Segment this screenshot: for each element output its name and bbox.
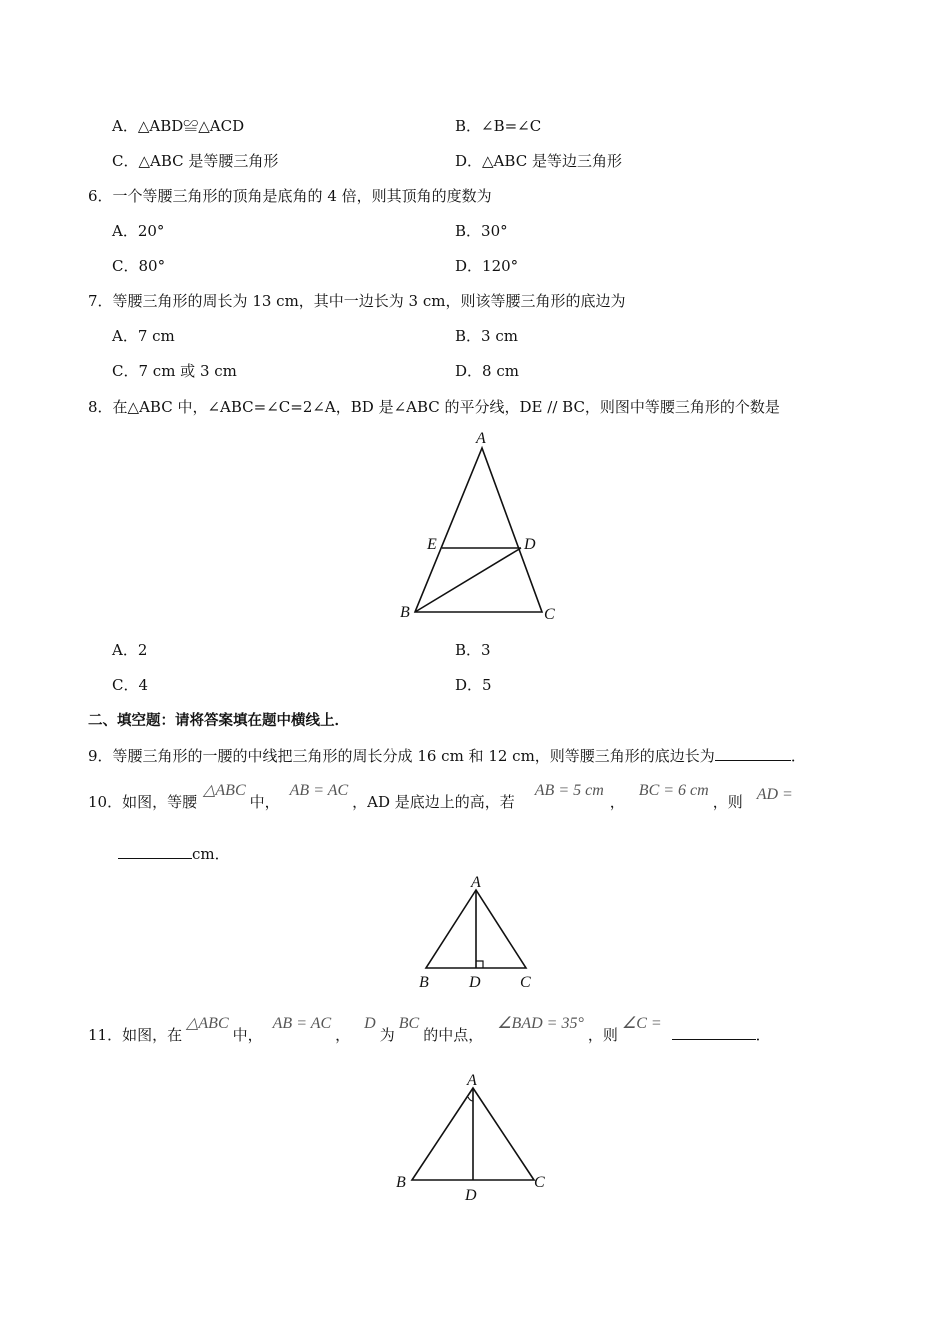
q10-math-bc: BC = 6 cm [638,782,709,799]
q10-math-ab: AB = 5 cm [534,782,604,799]
q9-stem: 9．等腰三角形的一腰的中线把三角形的周长分成 16 cm 和 12 cm，则等腰三角形的底边长为 [88,747,715,765]
q6-option-c: C．80° [112,257,166,275]
q9-answer-blank[interactable] [715,746,791,761]
q11-label-d: D [465,1187,477,1204]
q5-option-b: B．∠B=∠C [455,117,542,135]
q8-segment-bd [415,548,521,612]
q8-label-b: B [400,604,410,621]
q11-math-angle-bad: ∠BAD = 35° [497,1015,584,1032]
q10-text-4: ， [609,793,625,811]
q11-text-3: ， [335,1026,351,1044]
q8-label-e: E [427,536,437,553]
q8-option-a: A．2 [112,641,148,659]
q11-label-b: B [396,1174,406,1191]
q11-answer-blank[interactable] [672,1025,756,1040]
q10-answer-line [118,844,230,864]
q8-option-b: B．3 [455,641,491,659]
q10-math-triangle: △ABC [203,782,246,799]
q11-math-angle-c: ∠C = [621,1015,662,1032]
q8-option-d: D．5 [455,676,492,694]
q10-answer-blank[interactable] [118,844,192,859]
q10-line [88,782,793,813]
q10-text-1: 10．如图，等腰 [88,793,198,811]
q11-math-bc: BC [398,1015,420,1032]
q5-option-c: C．△ABC 是等腰三角形 [112,152,279,170]
section-heading-fill-in: 二、填空题：请将答案填在题中横线上． [88,713,349,729]
q6-option-a: A．20° [112,222,165,240]
q11-label-a: A [467,1072,477,1089]
q7-option-b: B．3 cm [455,327,518,345]
q5-option-d: D．△ABC 是等边三角形 [455,152,622,170]
q10-right-angle-mark [476,961,483,968]
q11-end: ． [755,1026,771,1044]
q7-option-a: A．7 cm [112,327,175,345]
q10-figure [410,872,542,994]
q7-option-d: D．8 cm [455,362,519,380]
q10-text-5: ，则 [712,793,743,811]
q8-figure [395,428,565,626]
q11-text-4: 为 [379,1026,395,1044]
q6-option-b: B．30° [455,222,508,240]
q11-label-c: C [534,1174,545,1191]
q11-figure [392,1068,560,1208]
q11-text-2: 中， [232,1026,263,1044]
q6-stem: 6．一个等腰三角形的顶角是底角的 4 倍，则其顶角的度数为 [88,187,492,205]
q9-line [88,746,806,766]
q7-option-c: C．7 cm 或 3 cm [112,362,237,380]
q10-text-2: 中， [249,793,280,811]
q11-math-d: D [364,1015,376,1032]
q10-math-ab-ac: AB = AC [289,782,349,799]
q10-unit: cm． [192,845,230,863]
q10-label-d: D [469,974,481,991]
q8-stem: 8．在△ABC 中，∠ABC=∠C=2∠A，BD 是∠ABC 的平分线，DE // BC，则图中等腰三角形的个数是 [88,398,780,416]
q8-option-c: C．4 [112,676,149,694]
q11-text-5: 的中点， [423,1026,484,1044]
q8-label-a: A [476,430,486,447]
q9-end: ． [790,747,806,765]
q6-option-d: D．120° [455,257,519,275]
q8-triangle-abc [415,448,542,612]
q11-text-6: ，则 [587,1026,618,1044]
q7-stem: 7．等腰三角形的周长为 13 cm，其中一边长为 3 cm，则该等腰三角形的底边为 [88,292,626,310]
q11-math-ab-ac: AB = AC [272,1015,332,1032]
q10-text-3: ，AD 是底边上的高，若 [352,793,515,811]
q10-label-b: B [419,974,429,991]
q8-label-d: D [524,536,536,553]
q11-line [88,1015,771,1046]
q10-label-c: C [520,974,531,991]
q8-label-c: C [544,606,555,623]
q10-label-a: A [471,874,481,891]
q10-math-ad: AD = [756,786,793,803]
q11-text-1: 11．如图，在 [88,1026,183,1044]
q11-math-triangle: △ABC [186,1015,229,1032]
q5-option-a: A．△ABD≌△ACD [112,117,245,135]
